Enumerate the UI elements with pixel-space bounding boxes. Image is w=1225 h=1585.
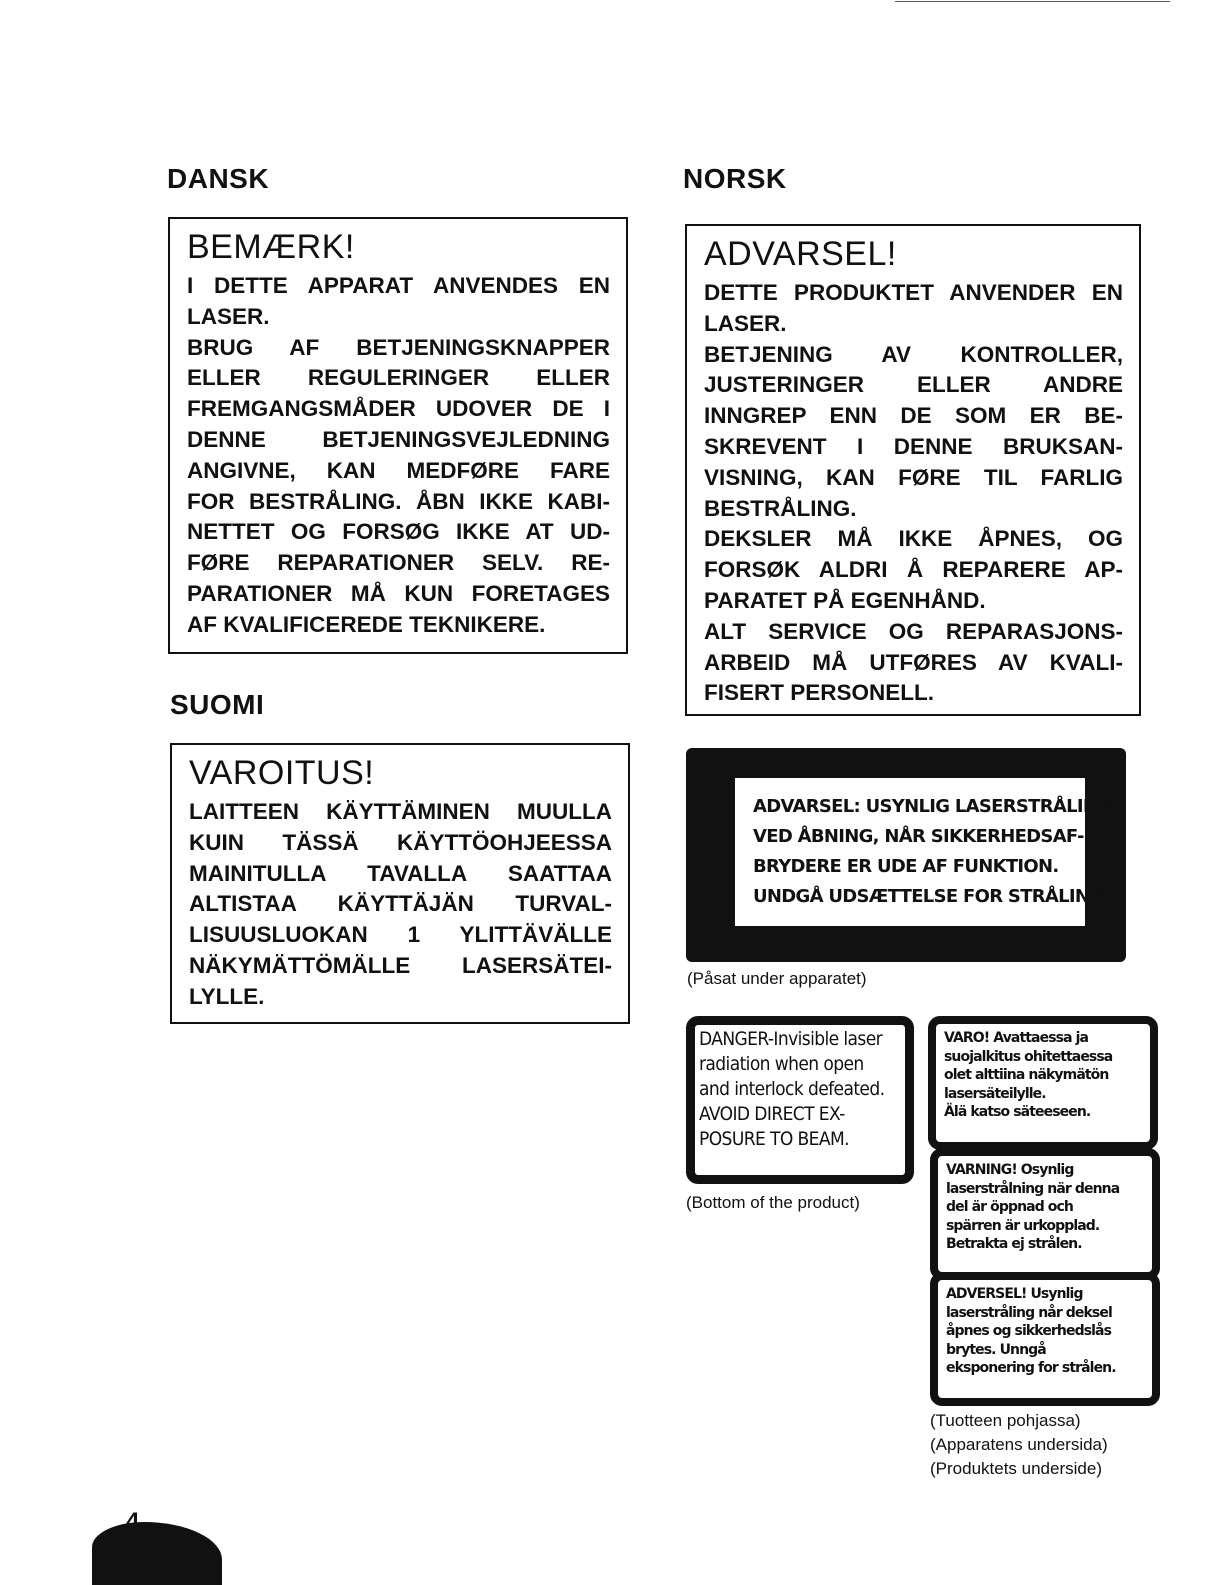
text-line: FØRE REPARATIONER SELV. RE- [187, 550, 610, 576]
heading-suomi: SUOMI [170, 689, 265, 720]
text-line: I DETTE APPARAT ANVENDES EN [187, 273, 610, 298]
label-line: ADVERSEL! Usynlig [946, 1286, 1083, 1302]
laser-warning-label-norwegian [930, 1272, 1160, 1406]
caption-finnish-label: (Tuotteen pohjassa) [930, 1411, 1081, 1430]
captions-nordic-labels [930, 1409, 1108, 1481]
caption-danish-label: (Påsat under apparatet) [687, 969, 867, 988]
text-line: FOR BESTRÅLING. ÅBN IKKE KABI- [187, 488, 610, 514]
text-line: DEKSLER MÅ IKKE ÅPNES, OG [704, 526, 1123, 552]
text-line: AF KVALIFICEREDE TEKNIKERE. [187, 611, 546, 637]
caption-swedish-label: (Apparatens undersida) [930, 1435, 1108, 1454]
laser-warning-label-text [735, 778, 1112, 926]
text-line: ALT SERVICE OG REPARASJONS- [704, 618, 1123, 644]
text-line: LASER. [704, 310, 787, 336]
warning-box-suomi [170, 743, 630, 1024]
label-line: ADVARSEL: USYNLIG LASERSTRÅLING [753, 796, 1112, 817]
warning-text-norsk [704, 278, 1123, 709]
text-line: LAITTEEN KÄYTTÄMINEN MUULLA [189, 799, 612, 824]
label-line: suojalkitus ohitettaessa [944, 1048, 1113, 1065]
label-line: laserstråling når deksel [946, 1304, 1112, 1321]
text-line: ALTISTAA KÄYTTÄJÄN TURVAL- [189, 891, 612, 917]
heading-norsk: NORSK [683, 163, 787, 194]
text-line: MAINITULLA TAVALLA SAATTAA [189, 860, 612, 886]
text-line: BETJENING AV KONTROLLER, [704, 341, 1123, 367]
warning-text-dansk [187, 271, 610, 641]
label-line: VED ÅBNING, NÅR SIKKERHEDSAF- [753, 826, 1084, 847]
label-line: VARO! Avattaessa ja [944, 1030, 1089, 1046]
text-line: LASER. [187, 303, 270, 329]
warning-box-dansk [168, 217, 628, 654]
label-line: Betrakta ej strålen. [946, 1236, 1082, 1252]
laser-danger-label-english [686, 1016, 914, 1184]
label-line: del är öppnad och [946, 1199, 1073, 1215]
text-line: LISUUSLUOKAN 1 YLITTÄVÄLLE [189, 922, 612, 948]
laser-warning-label-danish [686, 748, 1126, 962]
text-line: ELLER REGULERINGER ELLER [187, 365, 610, 391]
warning-box-norsk [685, 224, 1141, 716]
heading-dansk: DANSK [167, 163, 270, 194]
laser-warning-label-swedish [930, 1148, 1160, 1280]
text-line: FREMGANGSMÅDER UDOVER DE I [187, 396, 610, 422]
text-line: PARATET PÅ EGENHÅND. [704, 587, 986, 613]
page-corner-mark [92, 1522, 222, 1585]
label-line: VARNING! Osynlig [946, 1162, 1074, 1178]
text-line: JUSTERINGER ELLER ANDRE [704, 372, 1123, 398]
label-line: AVOID DIRECT EX- [699, 1103, 845, 1125]
text-line: BRUG AF BETJENINGSKNAPPER [187, 334, 610, 360]
label-line: Älä katso säteeseen. [944, 1104, 1091, 1120]
label-line: brytes. Unngå [946, 1341, 1046, 1358]
text-line: DETTE PRODUKTET ANVENDER EN [704, 280, 1123, 305]
caption-english-label: (Bottom of the product) [686, 1193, 860, 1212]
text-line: NETTET OG FORSØG IKKE AT UD- [187, 519, 610, 545]
text-line: ANGIVNE, KAN MEDFØRE FARE [187, 457, 610, 483]
text-line: ARBEID MÅ UTFØRES AV KVALI- [704, 649, 1123, 675]
text-line: KUIN TÄSSÄ KÄYTTÖOHJEESSA [189, 829, 612, 855]
text-line: NÄKYMÄTTÖMÄLLE LASERSÄTEI- [189, 952, 612, 978]
label-line: UNDGÅ UDSÆTTELSE FOR STRÅLING. [753, 886, 1110, 907]
label-line: olet alttiina näkymätön [944, 1067, 1109, 1083]
text-line: FISERT PERSONELL. [704, 680, 935, 706]
text-line: SKREVENT I DENNE BRUKSAN- [704, 433, 1123, 459]
text-line: VISNING, KAN FØRE TIL FARLIG [704, 464, 1123, 490]
page-number: 4 [126, 1508, 140, 1535]
label-line: DANGER-Invisible laser [699, 1028, 883, 1050]
label-line: radiation when open [699, 1053, 864, 1075]
text-line: DENNE BETJENINGSVEJLEDNING [187, 426, 610, 452]
warning-text-suomi [189, 797, 612, 1013]
text-line: INNGREP ENN DE SOM ER BE- [704, 403, 1123, 429]
label-line: and interlock defeated. [699, 1078, 885, 1100]
warning-title-dansk: BEMÆRK! [187, 228, 355, 266]
laser-warning-label-finnish [928, 1016, 1158, 1150]
top-rule [895, 1, 1170, 2]
label-line: spärren är urkopplad. [946, 1217, 1100, 1234]
label-line: laserstrålning när denna [946, 1180, 1120, 1197]
danger-label-text [695, 1025, 905, 1152]
warning-title-norsk: ADVARSEL! [704, 235, 897, 273]
text-line: FORSØK ALDRI Å REPARERE AP- [704, 557, 1123, 583]
label-line: BRYDERE ER UDE AF FUNKTION. [753, 856, 1059, 877]
warning-title-suomi: VAROITUS! [189, 754, 375, 792]
label-line: lasersäteilylle. [944, 1085, 1046, 1102]
text-line: BESTRÅLING. [704, 495, 857, 521]
label-line: åpnes og sikkerhedslås [946, 1323, 1112, 1339]
caption-norwegian-label: (Produktets underside) [930, 1459, 1102, 1478]
label-line: POSURE TO BEAM. [699, 1128, 849, 1150]
text-line: LYLLE. [189, 983, 265, 1009]
label-line: eksponering for strålen. [946, 1360, 1116, 1376]
text-line: PARATIONER MÅ KUN FORETAGES [187, 580, 610, 606]
